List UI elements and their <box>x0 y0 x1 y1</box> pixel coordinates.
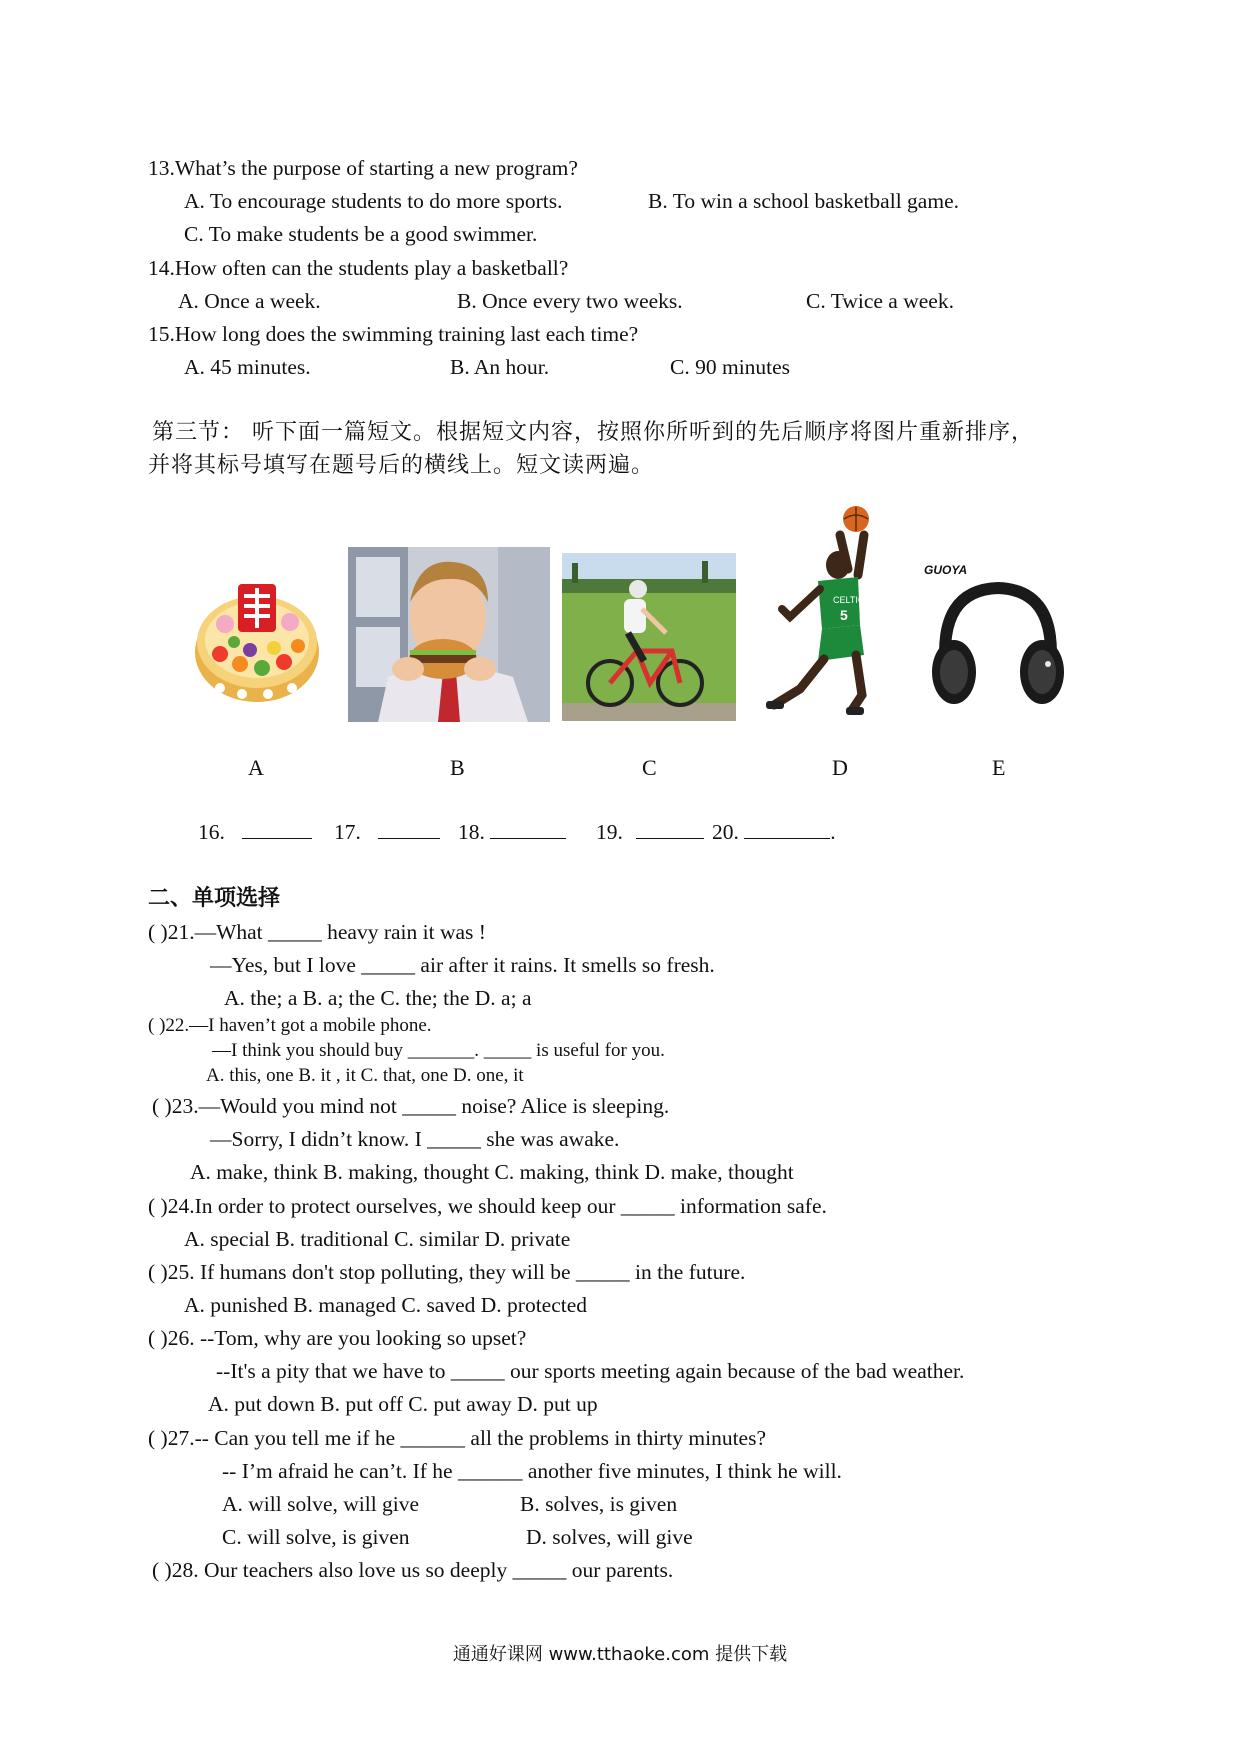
birthday-cake-icon <box>190 562 325 710</box>
section3-instruction-line2: 并将其标号填写在题号后的横线上。短文读两遍。 <box>148 453 655 478</box>
q13-option-b: B. To win a school basketball game. <box>648 189 959 213</box>
q24-options: A. special B. traditional C. similar D. private <box>184 1227 571 1251</box>
q13-option-a: A. To encourage students to do more sports. <box>184 189 563 213</box>
headphones-icon <box>918 560 1068 720</box>
blank-20-number: 20. <box>712 820 739 844</box>
q14-option-c: C. Twice a week. <box>806 289 954 313</box>
q22-line1: ( )22.—I haven’t got a mobile phone. <box>148 1015 432 1036</box>
q26-options: A. put down B. put off C. put away D. put up <box>208 1392 598 1416</box>
blank-19-number: 19. <box>596 820 623 844</box>
q24-line1: ( )24.In order to protect ourselves, we should keep our _____ information safe. <box>148 1194 827 1218</box>
blank-19[interactable] <box>596 822 704 844</box>
q27-option-c: C. will solve, is given <box>222 1525 410 1549</box>
q21-options: A. the; a B. a; the C. the; the D. a; a <box>224 986 532 1010</box>
man-eating-burger-icon <box>348 547 550 722</box>
picture-label-c: C <box>642 755 657 780</box>
q27-option-b: B. solves, is given <box>520 1492 678 1516</box>
blank-18-number: 18. <box>458 820 485 844</box>
q23-options: A. make, think B. making, thought C. making, think D. make, thought <box>190 1160 794 1184</box>
q27-line2: -- I’m afraid he can’t. If he ______ another five minutes, I think he will. <box>222 1459 842 1483</box>
blank-17[interactable] <box>334 822 440 844</box>
q14-stem: 14.How often can the students play a basketball? <box>148 256 569 280</box>
picture-label-b: B <box>450 755 465 780</box>
q13-stem: 13.What’s the purpose of starting a new program? <box>148 156 578 180</box>
part2-title: 二、单项选择 <box>148 886 281 911</box>
blank-18[interactable] <box>458 822 566 844</box>
q22-options: A. this, one B. it , it C. that, one D. one, it <box>206 1065 524 1086</box>
q28-line1: ( )28. Our teachers also love us so deeply _____ our parents. <box>152 1558 674 1582</box>
q26-line2: --It's a pity that we have to _____ our sports meeting again because of the bad weather. <box>216 1359 965 1383</box>
q23-line1: ( )23.—Would you mind not _____ noise? Alice is sleeping. <box>152 1094 670 1118</box>
footer-source: 通通好课网 www.tthaoke.com 提供下载 <box>452 1644 788 1665</box>
player-jersey-number: 5 <box>840 607 848 623</box>
q13-option-c: C. To make students be a good swimmer. <box>184 222 538 246</box>
headphone-brand: GUOYA <box>924 563 968 577</box>
picture-label-d: D <box>832 755 848 780</box>
q25-options: A. punished B. managed C. saved D. protected <box>184 1293 588 1317</box>
blank-16-number: 16. <box>198 820 225 844</box>
section3-instruction-line1: 第三节： 听下面一篇短文。根据短文内容，按照你所听到的先后顺序将图片重新排序， <box>152 420 1034 445</box>
q15-stem: 15.How long does the swimming training last each time? <box>148 322 639 346</box>
q27-option-d: D. solves, will give <box>526 1525 693 1549</box>
q14-option-a: A. Once a week. <box>178 289 321 313</box>
q27-option-a: A. will solve, will give <box>222 1492 420 1516</box>
blank-17-number: 17. <box>334 820 361 844</box>
blank-16[interactable] <box>198 822 312 844</box>
blank-20[interactable]: 20. . <box>712 820 836 844</box>
cyclist-icon <box>562 553 736 721</box>
q21-line2: —Yes, but I love _____ air after it rains. It smells so fresh. <box>210 953 715 977</box>
q14-option-b: B. Once every two weeks. <box>457 289 683 313</box>
q25-line1: ( )25. If humans don't stop polluting, they will be _____ in the future. <box>148 1260 746 1284</box>
q21-line1: ( )21.—What _____ heavy rain it was ! <box>148 920 486 944</box>
q22-line2: —I think you should buy _______. _____ is useful for you. <box>212 1040 665 1061</box>
q26-line1: ( )26. --Tom, why are you looking so upset? <box>148 1326 527 1350</box>
picture-label-a: A <box>248 755 264 780</box>
q23-line2: —Sorry, I didn’t know. I _____ she was awake. <box>210 1127 620 1151</box>
q15-option-a: A. 45 minutes. <box>184 355 311 379</box>
basketball-player-icon <box>752 505 900 720</box>
q27-line1: ( )27.-- Can you tell me if he ______ all the problems in thirty minutes? <box>148 1426 766 1450</box>
q15-option-c: C. 90 minutes <box>670 355 791 379</box>
player-jersey-text: CELTICS <box>833 595 871 605</box>
picture-label-e: E <box>992 755 1006 780</box>
q15-option-b: B. An hour. <box>450 355 550 379</box>
